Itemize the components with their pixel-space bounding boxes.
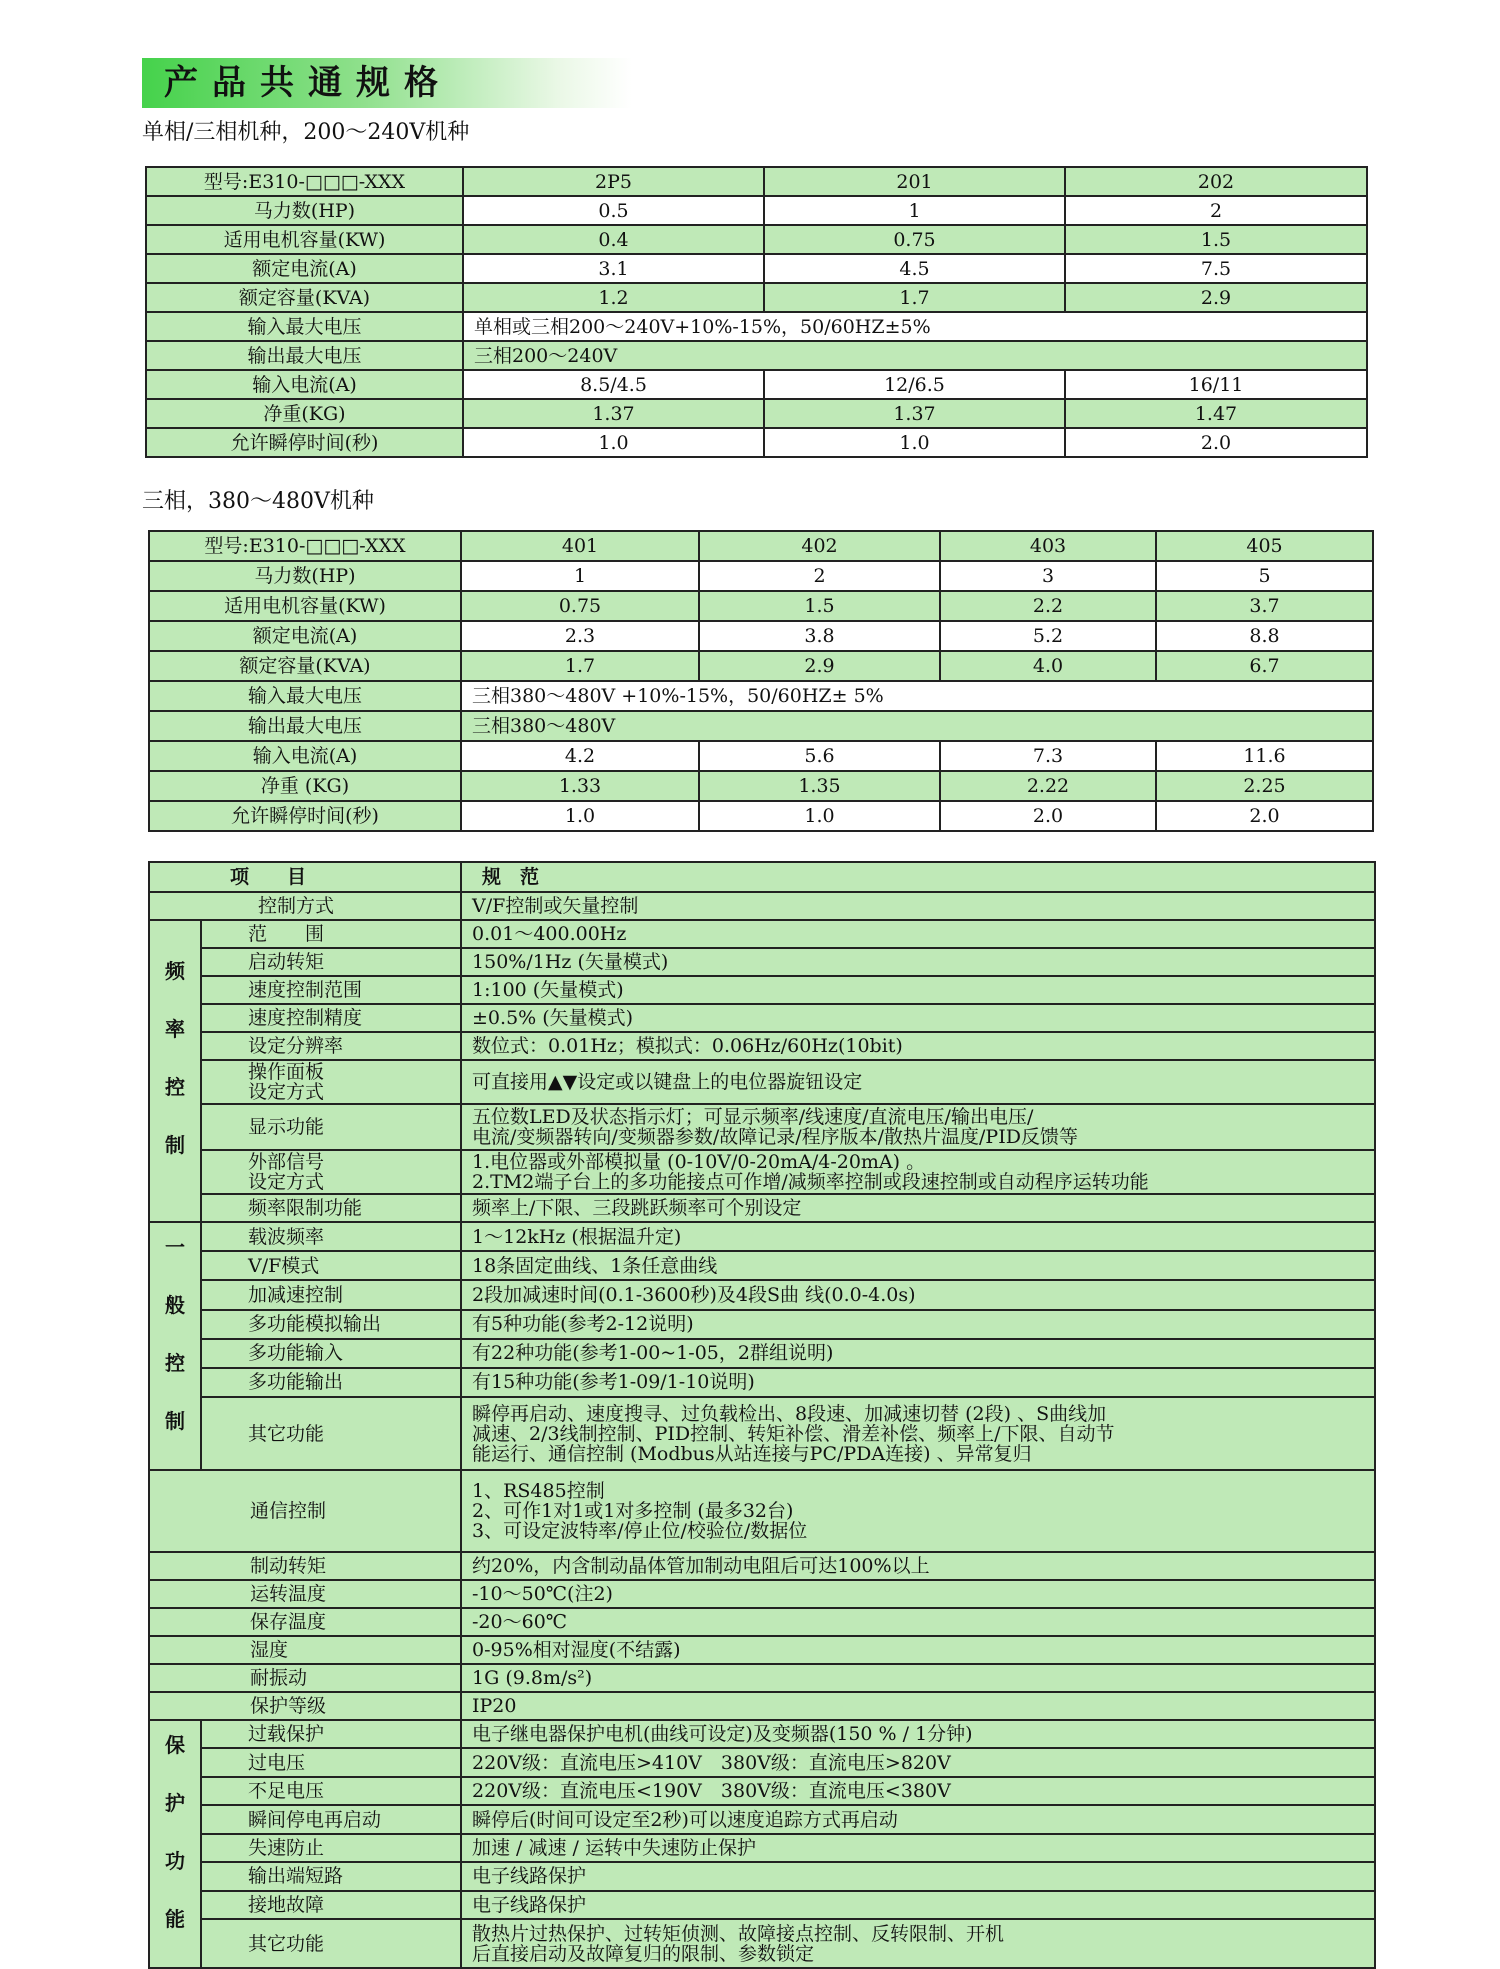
cell: 3.8 <box>699 621 940 651</box>
cell: 2.0 <box>1065 428 1367 457</box>
model-col: 402 <box>699 531 940 561</box>
table-row <box>149 1720 1375 1748</box>
table-row <box>146 341 1367 370</box>
row-label: 保存温度 <box>149 1608 461 1636</box>
model-col: 2P5 <box>463 167 764 196</box>
cell: 电子线路保护 <box>461 1862 1375 1890</box>
cell: 2.25 <box>1156 771 1373 801</box>
row-label: 接地故障 <box>201 1891 461 1919</box>
cell: 2.2 <box>940 591 1156 621</box>
cell: 瞬停后(时间可设定至2秒)可以速度追踪方式再启动 <box>461 1805 1375 1833</box>
row-label: 额定电流(A) <box>149 621 461 651</box>
row-label: 净重(KG) <box>146 399 463 428</box>
spec-header: 规 范 <box>461 862 1375 892</box>
cell: 18条固定曲线、1条任意曲线 <box>461 1251 1375 1280</box>
row-label: 净重 (KG) <box>149 771 461 801</box>
cell: 0.75 <box>461 591 699 621</box>
table-row <box>146 254 1367 283</box>
cell: 220V级：直流电压>410V 380V级：直流电压>820V <box>461 1748 1375 1776</box>
row-label: 适用电机容量(KW) <box>149 591 461 621</box>
group-label-freq <box>149 920 201 1222</box>
row-label: V/F模式 <box>201 1251 461 1280</box>
table-row <box>146 283 1367 312</box>
row-label: 启动转矩 <box>201 948 461 976</box>
table-row <box>149 561 1373 591</box>
cell: 8.5/4.5 <box>463 370 764 399</box>
row-label: 额定电流(A) <box>146 254 463 283</box>
cell: 5 <box>1156 561 1373 591</box>
cell: 1.33 <box>461 771 699 801</box>
table-row <box>149 1664 1375 1692</box>
cell: 有15种功能(参考1-09/1-10说明) <box>461 1368 1375 1397</box>
table-row <box>149 892 1375 920</box>
cell: 散热片过热保护、过转矩侦测、故障接点控制、反转限制、开机 后直接启动及故障复归的限制、参数锁定 <box>461 1919 1375 1968</box>
cell: 1.5 <box>699 591 940 621</box>
cell: 220V级：直流电压<190V 380V级：直流电压<380V <box>461 1777 1375 1805</box>
cell: 1 <box>461 561 699 591</box>
spec-table-200v <box>145 166 1368 458</box>
section1-subtitle: 单相/三相机种，200～240V机种 <box>142 120 470 145</box>
cell: 有22种功能(参考1-00~1-05，2群组说明) <box>461 1339 1375 1368</box>
table-row <box>149 1805 1375 1833</box>
row-label: 输入电流(A) <box>149 741 461 771</box>
row-label: 其它功能 <box>201 1397 461 1470</box>
row-label: 马力数(HP) <box>149 561 461 591</box>
item-header: 项 目 <box>149 862 461 892</box>
table-row <box>149 1862 1375 1890</box>
table-row <box>149 1104 1375 1150</box>
model-col: 202 <box>1065 167 1367 196</box>
row-label: 适用电机容量(KW) <box>146 225 463 254</box>
row-label: 速度控制范围 <box>201 976 461 1004</box>
row-label: 额定容量(KVA) <box>149 651 461 681</box>
cell: 1.47 <box>1065 399 1367 428</box>
cell: 4.2 <box>461 741 699 771</box>
table-row <box>149 1339 1375 1368</box>
table-row <box>149 681 1373 711</box>
row-label: 通信控制 <box>149 1470 461 1552</box>
group-char: 制 <box>165 1133 185 1157</box>
cell: IP20 <box>461 1692 1375 1720</box>
row-label: 控制方式 <box>149 892 461 920</box>
cell: 5.2 <box>940 621 1156 651</box>
cell: 0-95%相对湿度(不结露) <box>461 1636 1375 1664</box>
table-row <box>149 1310 1375 1339</box>
cell: -10～50℃(注2) <box>461 1580 1375 1608</box>
cell: 0.4 <box>463 225 764 254</box>
cell: 1 <box>764 196 1065 225</box>
row-label: 操作面板 设定方式 <box>201 1060 461 1104</box>
cell: 6.7 <box>1156 651 1373 681</box>
model-header: 型号:E310-□□□-XXX <box>149 531 461 561</box>
table-row <box>149 1470 1375 1552</box>
table-row <box>149 948 1375 976</box>
row-label: 外部信号 设定方式 <box>201 1150 461 1194</box>
cell: 1.0 <box>463 428 764 457</box>
table-row <box>146 225 1367 254</box>
cell: 可直接用▲▼设定或以键盘上的电位器旋钮设定 <box>461 1060 1375 1104</box>
group-char: 控 <box>165 1075 185 1099</box>
row-label: 输出最大电压 <box>146 341 463 370</box>
cell: 0.01～400.00Hz <box>461 920 1375 948</box>
cell: 1.电位器或外部模拟量 (0-10V/0-20mA/4-20mA) 。 2.TM2端子台上的多功能接点可作增/减频率控制或段速控制或自动程序运转功能 <box>461 1150 1375 1194</box>
table-row <box>149 1222 1375 1251</box>
row-label: 过电压 <box>201 1748 461 1776</box>
row-label: 输入电流(A) <box>146 370 463 399</box>
row-label: 加减速控制 <box>201 1280 461 1309</box>
table-row <box>149 621 1373 651</box>
table-row <box>149 1004 1375 1032</box>
table-row <box>149 1150 1375 1194</box>
cell: 1.5 <box>1065 225 1367 254</box>
cell: 1.0 <box>764 428 1065 457</box>
cell: 1、RS485控制 2、可作1对1或1对多控制 (最多32台) 3、可设定波特率/停止位/校验位/数据位 <box>461 1470 1375 1552</box>
group-char: 频 <box>165 959 185 983</box>
row-label: 载波频率 <box>201 1222 461 1251</box>
model-header: 型号:E310-□□□-XXX <box>146 167 463 196</box>
row-label: 马力数(HP) <box>146 196 463 225</box>
group-char: 般 <box>165 1293 185 1317</box>
table-row <box>149 1280 1375 1309</box>
table-row <box>149 1692 1375 1720</box>
table-row <box>149 1636 1375 1664</box>
cell: 有5种功能(参考2-12说明) <box>461 1310 1375 1339</box>
table-row <box>149 976 1375 1004</box>
model-col: 405 <box>1156 531 1373 561</box>
table-row <box>149 1777 1375 1805</box>
row-label: 失速防止 <box>201 1834 461 1862</box>
cell: -20～60℃ <box>461 1608 1375 1636</box>
cell: 约20%，内含制动晶体管加制动电阻后可达100%以上 <box>461 1552 1375 1580</box>
cell: 1:100 (矢量模式) <box>461 976 1375 1004</box>
row-label: 其它功能 <box>201 1919 461 1968</box>
table-row <box>146 399 1367 428</box>
row-label: 输出端短路 <box>201 1862 461 1890</box>
cell: 2 <box>1065 196 1367 225</box>
cell: 2.3 <box>461 621 699 651</box>
table-header-row <box>149 862 1375 892</box>
section2-subtitle: 三相，380～480V机种 <box>142 489 374 514</box>
group-char: 保 <box>165 1733 185 1757</box>
cell: 2.9 <box>699 651 940 681</box>
cell: 3.1 <box>463 254 764 283</box>
cell: 1.7 <box>764 283 1065 312</box>
cell: 7.3 <box>940 741 1156 771</box>
cell: 五位数LED及状态指示灯；可显示频率/线速度/直流电压/输出电压/ 电流/变频器转向/变频器参数/故障记录/程序版本/散热片温度/PID反馈等 <box>461 1104 1375 1150</box>
cell: 频率上/下限、三段跳跃频率可个别设定 <box>461 1194 1375 1222</box>
table-row <box>149 1368 1375 1397</box>
row-label: 输入最大电压 <box>149 681 461 711</box>
spec-table-400v <box>148 530 1374 832</box>
table-row <box>149 1891 1375 1919</box>
cell: 3 <box>940 561 1156 591</box>
row-label: 额定容量(KVA) <box>146 283 463 312</box>
table-row <box>149 1608 1375 1636</box>
table-row <box>149 1032 1375 1060</box>
cell: 7.5 <box>1065 254 1367 283</box>
table-row <box>149 920 1375 948</box>
table-row <box>146 370 1367 399</box>
cell: V/F控制或矢量控制 <box>461 892 1375 920</box>
cell: 150%/1Hz (矢量模式) <box>461 948 1375 976</box>
cell: 12/6.5 <box>764 370 1065 399</box>
group-char: 护 <box>165 1791 185 1815</box>
table-header-row <box>146 167 1367 196</box>
table-row <box>149 711 1373 741</box>
group-char: 率 <box>165 1017 185 1041</box>
cell: 瞬停再启动、速度搜寻、过负载检出、8段速、加减速切替 (2段) 、S曲线加 减速、2/3线制控制、PID控制、转矩补偿、滑差补偿、频率上/下限、自动节 能运行、通信控制 (Modbus从站连接与PC/PDA连接) 、异常复归 <box>461 1397 1375 1470</box>
cell: 0.5 <box>463 196 764 225</box>
cell: 电子线路保护 <box>461 1891 1375 1919</box>
table-row <box>149 1251 1375 1280</box>
cell: 1.35 <box>699 771 940 801</box>
row-label: 多功能模拟输出 <box>201 1310 461 1339</box>
row-label: 速度控制精度 <box>201 1004 461 1032</box>
cell: 1.7 <box>461 651 699 681</box>
cell: 3.7 <box>1156 591 1373 621</box>
table-row <box>149 1919 1375 1968</box>
row-label: 显示功能 <box>201 1104 461 1150</box>
table-row <box>149 801 1373 831</box>
general-spec-table <box>148 861 1376 1969</box>
table-row <box>149 1580 1375 1608</box>
row-label: 输入最大电压 <box>146 312 463 341</box>
group-char: 功 <box>165 1849 185 1873</box>
cell: 1～12kHz (根据温升定) <box>461 1222 1375 1251</box>
cell: 1G (9.8m/s²) <box>461 1664 1375 1692</box>
cell: 2.0 <box>1156 801 1373 831</box>
cell: 单相或三相200～240V+10%-15%，50/60HZ±5% <box>463 312 1367 341</box>
row-label: 输出最大电压 <box>149 711 461 741</box>
row-label: 运转温度 <box>149 1580 461 1608</box>
table-row <box>149 1748 1375 1776</box>
table-row <box>146 428 1367 457</box>
group-label-general <box>149 1222 201 1470</box>
row-label: 不足电压 <box>201 1777 461 1805</box>
table-row <box>149 741 1373 771</box>
table-row <box>146 196 1367 225</box>
cell: 数位式：0.01Hz；模拟式：0.06Hz/60Hz(10bit) <box>461 1032 1375 1060</box>
cell: 0.75 <box>764 225 1065 254</box>
cell: 三相380～480V +10%-15%，50/60HZ± 5% <box>461 681 1373 711</box>
table-row <box>149 591 1373 621</box>
table-row <box>149 1397 1375 1470</box>
cell: 11.6 <box>1156 741 1373 771</box>
cell: 电子继电器保护电机(曲线可设定)及变频器(150 % / 1分钟) <box>461 1720 1375 1748</box>
row-label: 耐振动 <box>149 1664 461 1692</box>
table-header-row <box>149 531 1373 561</box>
table-row <box>146 312 1367 341</box>
model-col: 403 <box>940 531 1156 561</box>
group-char: 控 <box>165 1351 185 1375</box>
table-row <box>149 651 1373 681</box>
row-label: 允许瞬停时间(秒) <box>149 801 461 831</box>
table-row <box>149 1552 1375 1580</box>
group-char: 能 <box>165 1907 185 1931</box>
row-label: 范 围 <box>201 920 461 948</box>
table-row <box>149 1834 1375 1862</box>
group-char: 一 <box>165 1235 185 1259</box>
cell: 三相200～240V <box>463 341 1367 370</box>
row-label: 允许瞬停时间(秒) <box>146 428 463 457</box>
cell: 2 <box>699 561 940 591</box>
table-row <box>149 771 1373 801</box>
cell: 5.6 <box>699 741 940 771</box>
cell: 1.2 <box>463 283 764 312</box>
row-label: 设定分辨率 <box>201 1032 461 1060</box>
cell: 2段加减速时间(0.1-3600秒)及4段S曲 线(0.0-4.0s) <box>461 1280 1375 1309</box>
cell: 三相380～480V <box>461 711 1373 741</box>
cell: 2.22 <box>940 771 1156 801</box>
cell: 8.8 <box>1156 621 1373 651</box>
group-char: 制 <box>165 1409 185 1433</box>
cell: 1.37 <box>463 399 764 428</box>
model-col: 401 <box>461 531 699 561</box>
model-col: 201 <box>764 167 1065 196</box>
row-label: 多功能输入 <box>201 1339 461 1368</box>
cell: 1.0 <box>699 801 940 831</box>
cell: 2.0 <box>940 801 1156 831</box>
page-title: 产品共通规格 <box>142 58 632 108</box>
row-label: 制动转矩 <box>149 1552 461 1580</box>
cell: ±0.5% (矢量模式) <box>461 1004 1375 1032</box>
table-row <box>149 1060 1375 1104</box>
row-label: 湿度 <box>149 1636 461 1664</box>
row-label: 多功能输出 <box>201 1368 461 1397</box>
cell: 加速 / 减速 / 运转中失速防止保护 <box>461 1834 1375 1862</box>
cell: 2.9 <box>1065 283 1367 312</box>
cell: 4.0 <box>940 651 1156 681</box>
row-label: 瞬间停电再启动 <box>201 1805 461 1833</box>
table-row <box>149 1194 1375 1222</box>
cell: 1.37 <box>764 399 1065 428</box>
row-label: 频率限制功能 <box>201 1194 461 1222</box>
cell: 4.5 <box>764 254 1065 283</box>
cell: 16/11 <box>1065 370 1367 399</box>
row-label: 保护等级 <box>149 1692 461 1720</box>
row-label: 过载保护 <box>201 1720 461 1748</box>
cell: 1.0 <box>461 801 699 831</box>
group-label-protect <box>149 1720 201 1968</box>
